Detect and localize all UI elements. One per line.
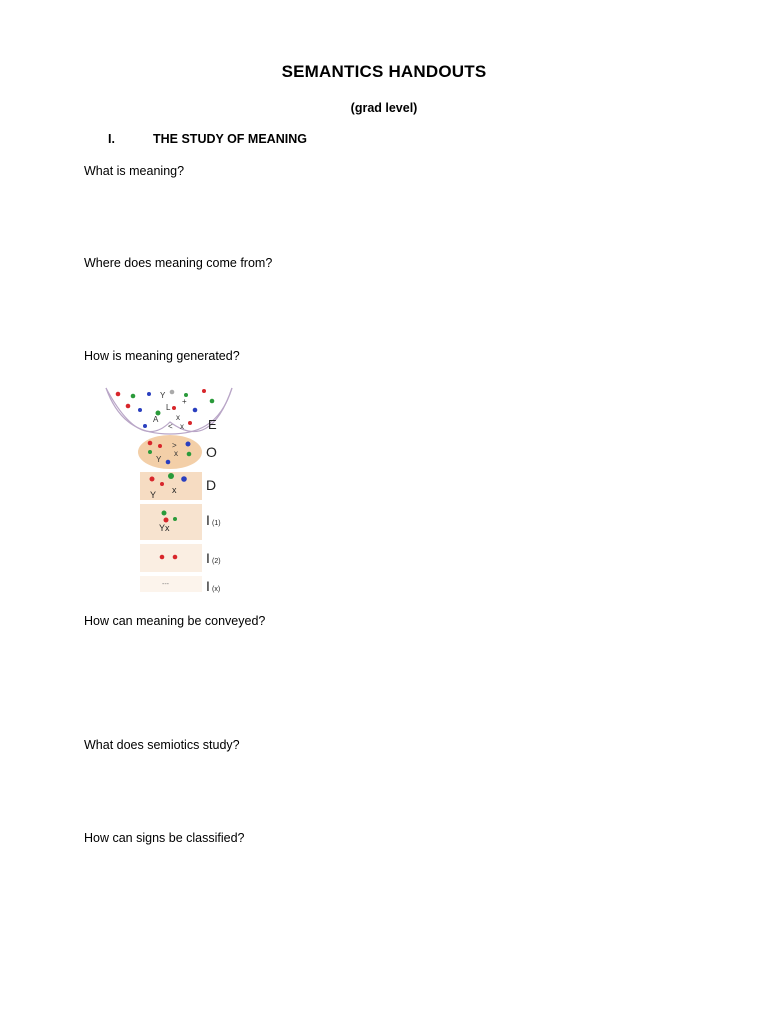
level-ix-ellipsis: --- (162, 581, 169, 588)
level-ix-box (140, 576, 202, 592)
svg-text:x: x (174, 449, 178, 458)
svg-text:Yx: Yx (159, 523, 170, 533)
svg-text:x: x (176, 413, 180, 422)
svg-text:Y: Y (160, 391, 166, 400)
svg-text:x: x (180, 422, 184, 431)
level-label-i2: I (206, 550, 210, 566)
level-sub-i2: (2) (212, 558, 221, 565)
question-what-is-meaning: What is meaning? (84, 164, 185, 178)
svg-text:A: A (153, 415, 159, 424)
question-how-signs-classified: How can signs be classified? (84, 831, 245, 845)
svg-text:Y: Y (156, 455, 162, 464)
svg-text:>: > (172, 441, 177, 450)
level-sub-ix: (x) (212, 586, 221, 593)
level-o-circle (138, 435, 202, 469)
svg-text:Y: Y (150, 490, 157, 500)
section-number: I. (108, 132, 115, 146)
level-label-o: O (206, 444, 217, 460)
svg-text:<: < (168, 422, 173, 431)
question-how-meaning-conveyed: How can meaning be conveyed? (84, 614, 266, 628)
level-sub-i1: (1) (212, 520, 221, 527)
meaning-funnel-diagram (100, 382, 250, 596)
section-title: THE STUDY OF MEANING (153, 132, 307, 146)
level-label-e: E (208, 417, 217, 432)
svg-text:x: x (172, 485, 177, 495)
document-title: SEMANTICS HANDOUTS (281, 62, 487, 81)
question-where-meaning-comes-from: Where does meaning come from? (84, 256, 273, 270)
level-i2-box (140, 544, 202, 572)
level-i1-box (140, 504, 202, 540)
question-what-semiotics-studies: What does semiotics study? (84, 738, 240, 752)
question-how-meaning-generated: How is meaning generated? (84, 349, 240, 363)
funnel-symbols (116, 389, 215, 431)
svg-text:L: L (166, 403, 171, 412)
svg-text:+: + (182, 397, 187, 406)
level-label-i1: I (206, 512, 210, 528)
level-label-d: D (206, 477, 217, 493)
document-subtitle: (grad level) (350, 101, 418, 115)
level-label-ix: I (206, 578, 210, 594)
